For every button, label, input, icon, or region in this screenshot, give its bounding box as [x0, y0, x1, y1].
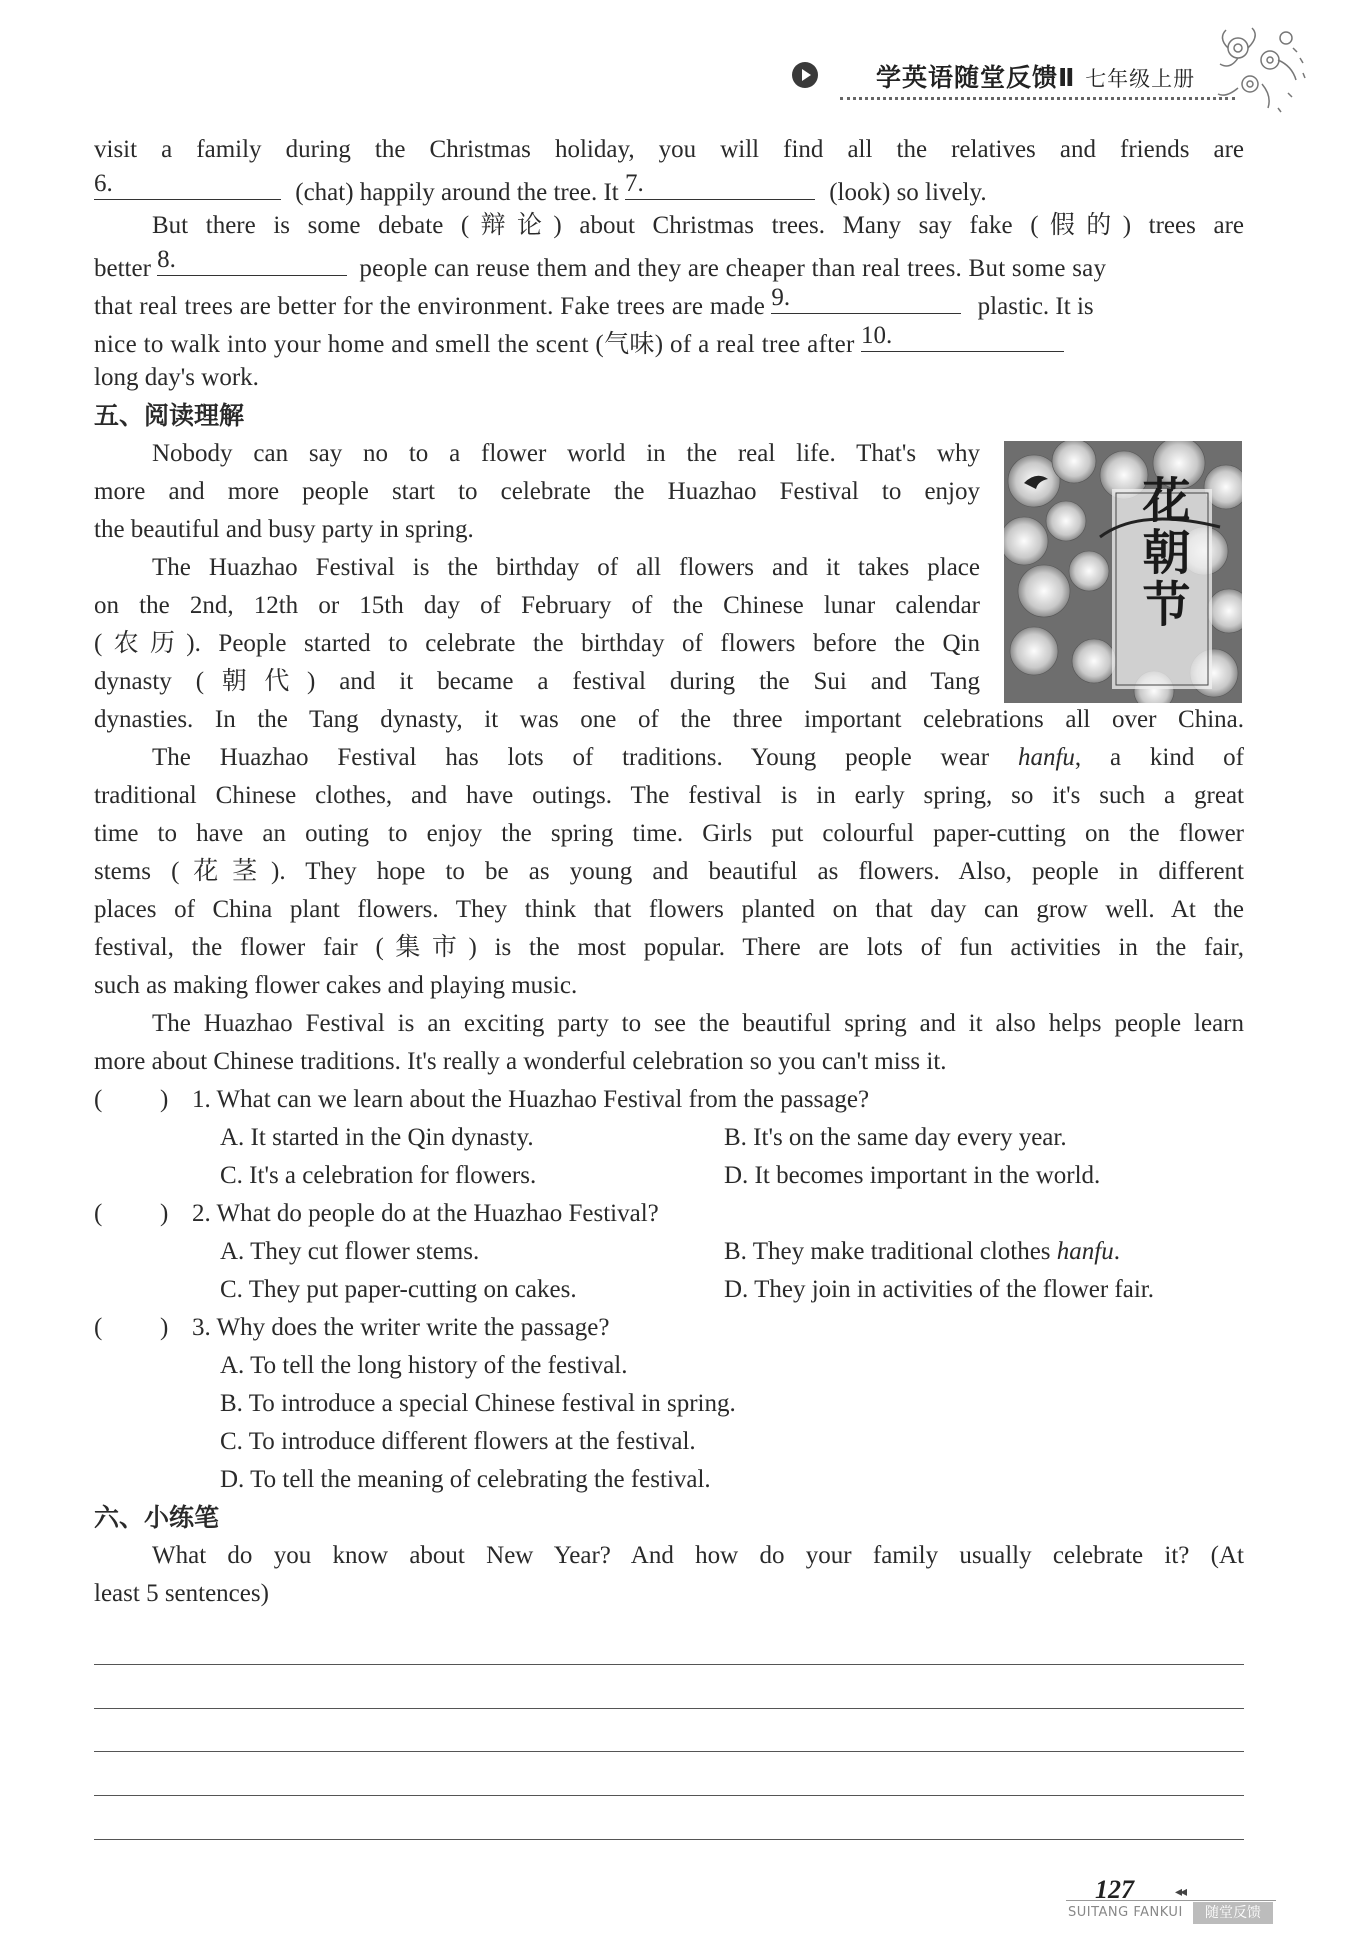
- option-d[interactable]: D. They join in activities of the flower fair.: [724, 1276, 1154, 1303]
- header-dotted-rule: [840, 97, 1235, 100]
- footer-rule: [1066, 1900, 1276, 1901]
- blank-9[interactable]: 9.: [771, 283, 961, 314]
- illustration-caption: 花朝节: [1134, 475, 1190, 631]
- option-c[interactable]: C. To introduce different flowers at the festival.: [220, 1428, 696, 1455]
- answer-paren-open[interactable]: (: [94, 1200, 103, 1227]
- huazhao-festival-illustration: [1004, 441, 1242, 703]
- writing-line[interactable]: [94, 1708, 1244, 1709]
- question-text: 3. Why does the writer write the passage?: [192, 1314, 610, 1341]
- option-a[interactable]: A. It started in the Qin dynasty.: [220, 1124, 534, 1151]
- blank-10[interactable]: 10.: [861, 321, 1064, 352]
- option-b[interactable]: B. They make traditional clothes hanfu.: [724, 1238, 1120, 1265]
- play-bullet-icon: [792, 62, 818, 88]
- page-number: 127: [1095, 1875, 1134, 1904]
- blank-7[interactable]: 7.: [625, 169, 815, 200]
- blank-8[interactable]: 8.: [157, 245, 347, 276]
- question-3: [94, 1309, 1244, 1499]
- footer-brand-cn: 随堂反馈: [1193, 1902, 1273, 1924]
- writing-line[interactable]: [94, 1839, 1244, 1840]
- question-text: 2. What do people do at the Huazhao Festival?: [192, 1200, 659, 1227]
- option-a[interactable]: A. To tell the long history of the festival.: [220, 1352, 628, 1379]
- text-line: long day's work.: [94, 364, 259, 391]
- writing-line[interactable]: [94, 1751, 1244, 1752]
- answer-paren-close: ): [160, 1086, 169, 1113]
- answer-paren-open[interactable]: (: [94, 1314, 103, 1341]
- writing-prompt: least 5 sentences): [94, 1580, 269, 1607]
- reading-section: 五、阅读理解 Nobody can say no to a flower world in the real life. That's why more and more people start to celebrate the Huazhao Festival to enjoy the beautiful and busy party in spring. The Huazhao Festival is the birthday of all flowers and it takes place on the 2nd, 12th or 15th day of February of the Chinese lunar calendar (农历). People started to celebrate the birthday of flowers before the Qin dynasty (朝代) and it became a festival during the Sui and Tang dynasties. In the Tang dynasty, it was one of the three important celebrations all over China. The Huazhao Festival has lots of traditions. Young people wear hanfu, a kind of traditional Chinese clothes, and have outings. The festival is in early spring, so it's such a great time to have an outing to enjoy the spring time. Girls put colourful paper-cutting on the flower stems (花茎). They hope to be as young and beautiful as flowers. Also, people in different places of China plant flowers. They think that flowers planted on that day can grow well. At the festival, the flower fair (集市) is the most popular. There are lots of fun activities in the fair, such as making flower cakes and playing music. The Huazhao Festival is an exciting party to see the beautiful spring and it also helps people learn more about Chinese traditions. It's really a wonderful celebration so you can't miss it. ( ) 1. What can we learn about the Huazhao Festival from the passage? A. It started in the Qin dynasty. B. It's on the same day every year. C. It's a celebration for flowers. D. It becomes important in the world. ( ) 2. What do people do at the Huazhao Festival? A. They cut flower stems. B. They make traditional clothes hanfu. C. They put paper-cutting on cakes. D. They join in activities of the flower fair. ( ) 3. Why does the writer write the passage? A. To tell the long history of the festival. B. To introduce a special Chinese festival in spring. C. To introduce different flowers at the festival. D. To tell the meaning of celebrating the festival. 六、小练笔 What do you know about New Year? And how do your family usually celebrate it? (At least 5 sentences): [94, 397, 1244, 1613]
- page-header: [788, 58, 1208, 108]
- answer-paren-open[interactable]: (: [94, 1086, 103, 1113]
- cloze-passage: visit a family during the Christmas holiday, you will find all the relatives and friends are 6. (chat) happily around the tree. It 7. (look) so lively. But there is some debate (辩论) about Christmas trees. Many say fake (假的) trees are better 8. people can reuse them and they are cheaper than real trees. But some say that real trees are better for the environment. Fake trees are made 9. plastic. It is nice to walk into your home and smell the scent (气味) of a real tree after 10. long day's work.: [94, 131, 1244, 397]
- writing-prompt: What do you know about New Year? And how do your family usually celebrate it? (At: [152, 1542, 1244, 1569]
- book-title: 学英语随堂反馈Ⅱ: [876, 63, 1076, 92]
- writing-line[interactable]: [94, 1664, 1244, 1665]
- option-b[interactable]: B. To introduce a special Chinese festival in spring.: [220, 1390, 736, 1417]
- book-grade: 七年级上册: [1085, 67, 1196, 91]
- question-1: [94, 1081, 1244, 1195]
- blank-6[interactable]: 6.: [94, 169, 281, 200]
- double-arrow-icon: ◂◂: [1175, 1885, 1186, 1900]
- question-text: 1. What can we learn about the Huazhao Festival from the passage?: [192, 1086, 870, 1113]
- option-d[interactable]: D. To tell the meaning of celebrating the festival.: [220, 1466, 711, 1493]
- writing-line[interactable]: [94, 1795, 1244, 1796]
- flower-ornament-icon: [1208, 18, 1318, 128]
- text-line: But there is some debate (辩论) about Christmas trees. Many say fake (假的) trees are: [152, 212, 1244, 239]
- section-title: 五、阅读理解: [94, 401, 245, 430]
- question-2: [94, 1195, 1244, 1309]
- answer-paren-close: ): [160, 1314, 169, 1341]
- option-d[interactable]: D. It becomes important in the world.: [724, 1162, 1101, 1189]
- answer-paren-close: ): [160, 1200, 169, 1227]
- text-line: visit a family during the Christmas holiday, you will find all the relatives and friends are: [94, 136, 1244, 163]
- footer-brand-en: SUITANG FANKUI: [1068, 1905, 1183, 1920]
- option-c[interactable]: C. They put paper-cutting on cakes.: [220, 1276, 577, 1303]
- option-c[interactable]: C. It's a celebration for flowers.: [220, 1162, 537, 1189]
- section-title: 六、小练笔: [94, 1503, 220, 1532]
- option-a[interactable]: A. They cut flower stems.: [220, 1238, 480, 1265]
- option-b[interactable]: B. It's on the same day every year.: [724, 1124, 1067, 1151]
